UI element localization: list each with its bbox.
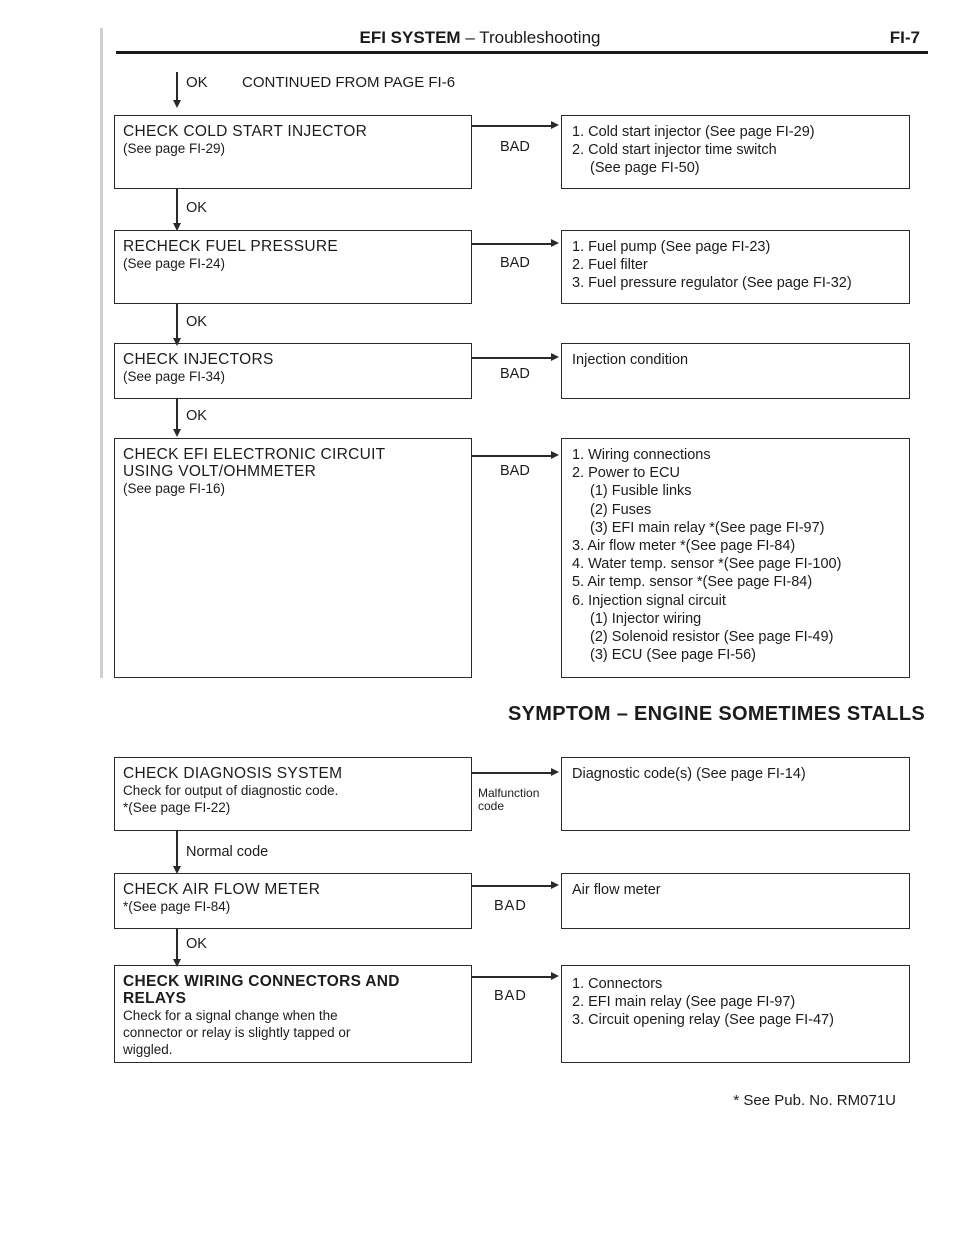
bad-line [472, 772, 552, 774]
check-box-injectors [114, 343, 472, 399]
result-line: 3. Circuit opening relay (See page FI-47) [572, 1012, 834, 1028]
arrow-right-icon [551, 353, 559, 361]
check-title-2: RELAYS [123, 990, 187, 1007]
check-title: CHECK COLD START INJECTOR [123, 123, 368, 140]
result-box-air-flow [561, 873, 910, 929]
result-line: Injection condition [572, 352, 689, 368]
check-line: *(See page FI-22) [123, 800, 231, 815]
check-sub: (See page FI-16) [123, 481, 226, 496]
bad-label: BAD [500, 366, 530, 382]
result-line: 1. Cold start injector (See page FI-29) [572, 124, 815, 140]
result-box-wiring-relays [561, 965, 910, 1063]
symptom-heading: SYMPTOM – ENGINE SOMETIMES STALLS [508, 703, 925, 725]
page-header [0, 28, 960, 48]
result-line: (1) Injector wiring [590, 610, 702, 627]
connector-line [176, 72, 178, 100]
check-line: Check for output of diagnostic code. [123, 783, 339, 798]
bad-line [472, 125, 552, 127]
check-box-efi-circuit [114, 438, 472, 678]
result-line: 2. EFI main relay (See page FI-97) [572, 994, 796, 1010]
connector-line [176, 831, 178, 866]
header-section: – Troubleshooting [465, 28, 601, 47]
bad-label: BAD [500, 463, 530, 479]
arrow-right-icon [551, 768, 559, 776]
check-title-2: USING VOLT/OHMMETER [123, 463, 317, 480]
check-line: connector or relay is slightly tapped or [123, 1025, 351, 1040]
check-box-diagnosis [114, 757, 472, 831]
ok-label: OK [186, 408, 207, 424]
result-line: (See page FI-50) [590, 160, 700, 176]
arrow-down-icon [173, 429, 181, 437]
result-line: 2. Fuel filter [572, 257, 648, 273]
continued-ok: OK [186, 74, 208, 91]
check-line: *(See page FI-84) [123, 899, 231, 914]
arrow-right-icon [551, 881, 559, 889]
result-line: 1. Fuel pump (See page FI-23) [572, 239, 771, 255]
footnote: * See Pub. No. RM071U [733, 1092, 896, 1109]
result-line: 2. Power to ECU [572, 465, 680, 482]
check-line: Check for a signal change when the [123, 1008, 338, 1023]
result-box-fuel-pressure [561, 230, 910, 304]
result-line: 1. Connectors [572, 976, 663, 992]
check-title: CHECK INJECTORS [123, 351, 274, 368]
check-title: CHECK EFI ELECTRONIC CIRCUIT [123, 446, 386, 463]
result-line: 5. Air temp. sensor *(See page FI-84) [572, 574, 813, 591]
normal-code-label: Normal code [186, 844, 269, 860]
result-box-injectors [561, 343, 910, 399]
check-box-air-flow [114, 873, 472, 929]
result-line: (3) ECU (See page FI-56) [590, 647, 757, 664]
ok-label: OK [186, 936, 207, 952]
margin-rule [100, 28, 103, 678]
bad-line [472, 455, 552, 457]
connector-line [176, 304, 178, 338]
check-box-cold-start-injector [114, 115, 472, 189]
check-sub: (See page FI-24) [123, 256, 226, 271]
result-line: 4. Water temp. sensor *(See page FI-100) [572, 556, 842, 573]
result-box-diagnosis [561, 757, 910, 831]
result-line: Air flow meter [572, 882, 661, 898]
check-title: CHECK DIAGNOSIS SYSTEM [123, 765, 343, 782]
ok-label: OK [186, 200, 207, 216]
arrow-right-icon [551, 972, 559, 980]
check-title: CHECK WIRING CONNECTORS AND [123, 973, 400, 990]
result-line: (2) Fuses [590, 501, 652, 518]
result-line: Diagnostic code(s) (See page FI-14) [572, 766, 806, 782]
page-number: FI-7 [889, 28, 920, 47]
arrow-right-icon [551, 121, 559, 129]
result-line: 6. Injection signal circuit [572, 592, 726, 609]
bad-label: BAD [494, 988, 527, 1004]
arrow-right-icon [551, 239, 559, 247]
result-box-efi-circuit [561, 438, 910, 678]
arrow-right-icon [551, 451, 559, 459]
check-line: wiggled. [123, 1042, 173, 1057]
result-box-cold-start [561, 115, 910, 189]
bad-line [472, 243, 552, 245]
arrow-down-icon [173, 100, 181, 108]
check-box-wiring-relays [114, 965, 472, 1063]
bad-label: BAD [500, 255, 530, 271]
result-line: 3. Fuel pressure regulator (See page FI-32) [572, 275, 852, 291]
bad-line [472, 885, 552, 887]
check-sub: (See page FI-29) [123, 141, 226, 156]
malfunction-label: Malfunction [478, 786, 540, 800]
header-system: EFI SYSTEM [359, 28, 461, 47]
continued-text: CONTINUED FROM PAGE FI-6 [242, 74, 456, 91]
result-line: (2) Solenoid resistor (See page FI-49) [590, 629, 834, 646]
result-line: 3. Air flow meter *(See page FI-84) [572, 538, 796, 555]
check-title: CHECK AIR FLOW METER [123, 881, 321, 898]
check-sub: (See page FI-34) [123, 369, 226, 384]
ok-label: OK [186, 314, 207, 330]
connector-line [176, 189, 178, 223]
header-rule [116, 51, 928, 54]
bad-label: BAD [494, 898, 527, 914]
result-line: (1) Fusible links [590, 483, 692, 500]
check-title: RECHECK FUEL PRESSURE [123, 238, 339, 255]
check-box-fuel-pressure [114, 230, 472, 304]
result-line: 2. Cold start injector time switch [572, 142, 777, 158]
result-line: 1. Wiring connections [572, 447, 711, 463]
connector-line [176, 399, 178, 429]
connector-line [176, 929, 178, 959]
bad-label: BAD [500, 139, 530, 155]
bad-line [472, 976, 552, 978]
result-line: (3) EFI main relay *(See page FI-97) [590, 519, 825, 536]
malfunction-label-2: code [478, 799, 505, 813]
bad-line [472, 357, 552, 359]
